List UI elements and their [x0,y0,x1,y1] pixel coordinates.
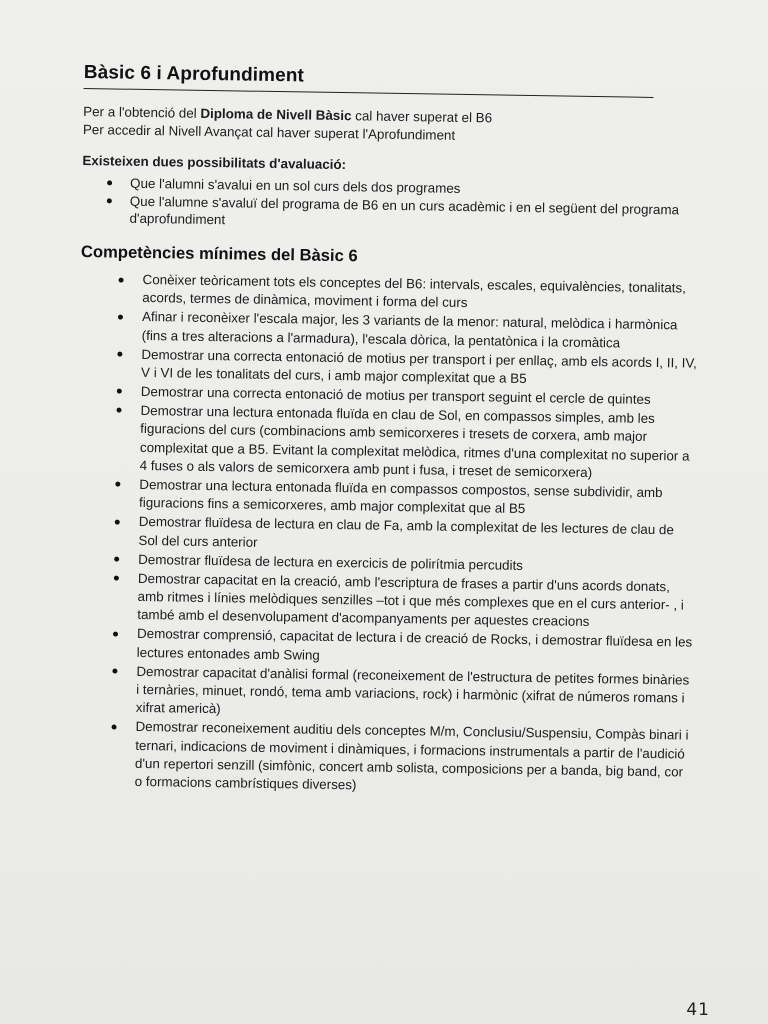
competencies-heading: Competències mínimes del Bàsic 6 [80,241,358,266]
intro-paragraph [83,103,703,149]
section-title: Bàsic 6 i Aprofundiment [83,62,305,87]
evaluation-item: Que l'alumne s'avaluï del programa de B6 en un curs acadèmic i en el següent del programa d'aprofundiment [81,192,701,236]
competency-item: Demostrar fluïdesa de lectura en exercicis de polirítmia percudits [76,550,696,578]
competency-item: Demostrar fluïdesa de lectura en clau de Fa, amb la complexitat de les lectures de clau de Sol del curs anterior [76,512,697,559]
intro-line-advanced: Per accedir al Nivell Avançat cal haver superat l'Aprofundiment [82,121,456,143]
competency-item: Demostrar reconeixement auditiu dels conceptes M/m, Conclusiu/Suspensiu, Compàs binari i ternari, indicacions de moviment i dinàmiques, i formacions instrumentals a partir de l'audició d'un repertori senzill (simfònic, concert amb solista, composicions per a banda, big band, cor o formacions cambrístiques diverses) [73,717,694,800]
competency-item: Demostrar capacitat d'anàlisi formal (reconeixement de l'estructura de petites formes binàries i ternàries, minuet, rondó, tema amb variacions, rock) i harmònic (xifrat de números romans i xifrat americà) [74,661,695,726]
page-number: 41 [686,1000,710,1020]
competencies-list [73,270,701,801]
intro-line1-prefix: Per a l'obtenció del [83,103,201,121]
competency-item: Demostrar comprensió, capacitat de lectura i de creació de Rocks, i demostrar fluïdesa en les lectures entonades amb Swing [75,624,696,671]
competency-item: Afinar i reconèixer l'escala major, les 3 variants de la menor: natural, melòdica i harmònica (fins a tres alteracions a l'armadura), l'escala dòrica, la pentatònica i la cromàtica [80,307,701,354]
competency-item: Demostrar una correcta entonació de motius per transport i per enllaç, amb els acords I, II, IV, V i VI de les tonalitats del curs, i amb major complexitat que a B5 [79,345,700,392]
evaluation-heading: Existeixen dues possibilitats d'avaluació: [82,152,347,173]
diploma-name: Diploma de Nivell Bàsic [200,105,352,124]
competency-item: Demostrar capacitat en la creació, amb l'escriptura de frases a partir d'uns acords donats, amb ritmes i línies melòdiques senzilles –tot i que més complexes que en el curs anterior- , i també amb el desenvolupament d'acompanyaments per aquestes creacions [75,568,696,633]
competency-item: Demostrar una lectura entonada fluïda en compassos compostos, sense subdividir, amb figuracions fins a semicorxeres, amb major complexitat que al B5 [77,475,698,522]
competency-item: Demostrar una correcta entonació de motius per transport seguint el cercle de quintes [79,382,699,410]
page-content [73,62,704,801]
evaluation-item: Que l'alumni s'avalui en un sol curs dels dos programes [82,174,702,201]
competency-item: Conèixer teòricament tots els conceptes del B6: intervals, escales, equivalències, tonalitats, acords, termes de dinàmica, moviment i forma del curs [80,270,701,317]
evaluation-list [81,174,702,236]
competency-item: Demostrar una lectura entonada fluïda en clau de Sol, en compassos simples, amb les figuracions del curs (combinacions amb semicorxeres i tresets de corxera, amb major complexitat que a B5. Evitant la complexitat melòdica, ritmes d'una complexitat no superior a 4 fuses o als valors de semicorxera amb punt i fusa, i treset de semicorxera) [78,401,699,484]
intro-line1-suffix: cal haver superat el B6 [351,108,493,126]
